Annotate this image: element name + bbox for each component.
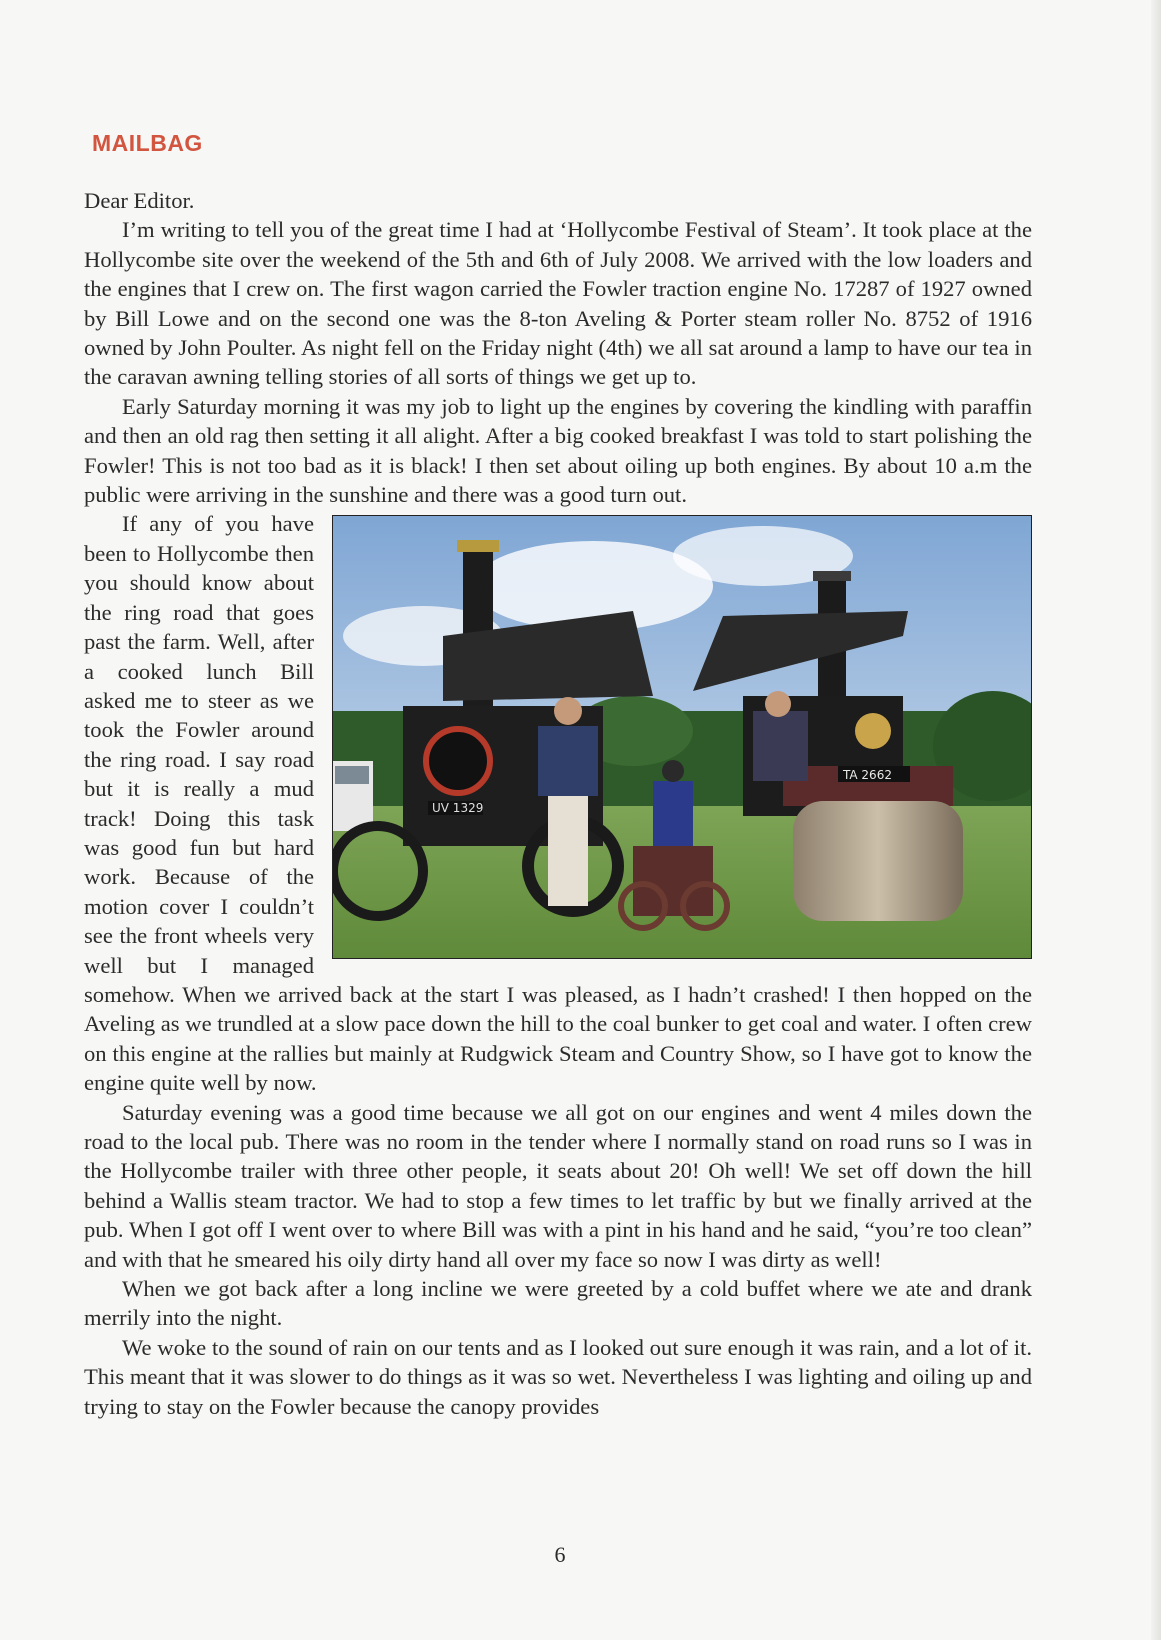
- greeting: Dear Editor.: [84, 188, 195, 213]
- paragraph-2: Early Saturday morning it was my job to light up the engines by covering the kindling with paraffin and then an old rag then setting it all alight. After a big cooked breakfast I was told to start polishing the Fowler! This is not too bad as it is black! I then set about oiling up both engines. By about 10 a.m the public were arriving in the sunshine and there was a good turn out.: [84, 393, 1032, 508]
- right-plate-text: TA 2662: [843, 768, 892, 783]
- page-number: 6: [554, 1542, 566, 1567]
- paragraph-6: We woke to the sound of rain on our tents and as I looked out sure enough it was rain, and a lot of it. This meant that it was slower to do things as it was so wet. Nevertheless I was lighting and oiling up and trying to stay on the Fowler because the canopy provides: [84, 1334, 1032, 1419]
- paragraph-3: If any of you have been to Hollycombe then you should know about the ring road that goes past the farm. Well, after a cooked lunch Bill asked me to steer as we took the Fowler around the ring road. I say road but it is really a mud track! Doing this task was good fun but hard work. Because of the motion cover I couldn’t see the front wheels very well but I managed somehow. When we arrived back at the start I was pleased, as I hadn’t crashed! I then hopped on the Aveling as we trundled at a slow pace down the hill to the coal bunker to get coal and water. I often crew on this engine at the rallies but mainly at Rudgwick Steam and Country Show, so I have got to know the engine quite well by now.: [84, 511, 1032, 1096]
- photo-illustration: [333, 516, 1031, 958]
- left-plate-text: UV 1329: [432, 801, 484, 816]
- letter-body: [84, 186, 1032, 1421]
- section-heading: MAILBAG: [92, 130, 203, 156]
- paragraph-1: I’m writing to tell you of the great time I had at ‘Hollycombe Festival of Steam’. It took place at the Hollycombe site over the weekend of the 5th and 6th of July 2008. We arrived with the low loaders and the engines that I crew on. The first wagon carried the Fowler traction engine No. 17287 of 1927 owned by Bill Lowe and on the second one was the 8-ton Aveling & Porter steam roller No. 8752 of 1916 owned by John Poulter. As night fell on the Friday night (4th) we all sat around a lamp to have our tea in the caravan awning telling stories of all sorts of things we get up to.: [84, 217, 1032, 390]
- paragraph-5: When we got back after a long incline we were greeted by a cold buffet where we ate and drank merrily into the night.: [84, 1276, 1032, 1331]
- page-edge: [1151, 0, 1161, 1640]
- steam-engines-photo: [332, 515, 1032, 959]
- paragraph-4: Saturday evening was a good time because we all got on our engines and went 4 miles down the road to the local pub. There was no room in the tender where I normally stand on road runs so I was in the Hollycombe trailer with three other people, it seats about 20! Oh well! We set off down the hill behind a Wallis steam tractor. We had to stop a few times to let traffic by but we finally arrived at the pub. When I got off I went over to where Bill was with a pint in his hand and he said, “you’re too clean” and with that he smeared his oily dirty hand all over my face so now I was dirty as well!: [84, 1099, 1032, 1272]
